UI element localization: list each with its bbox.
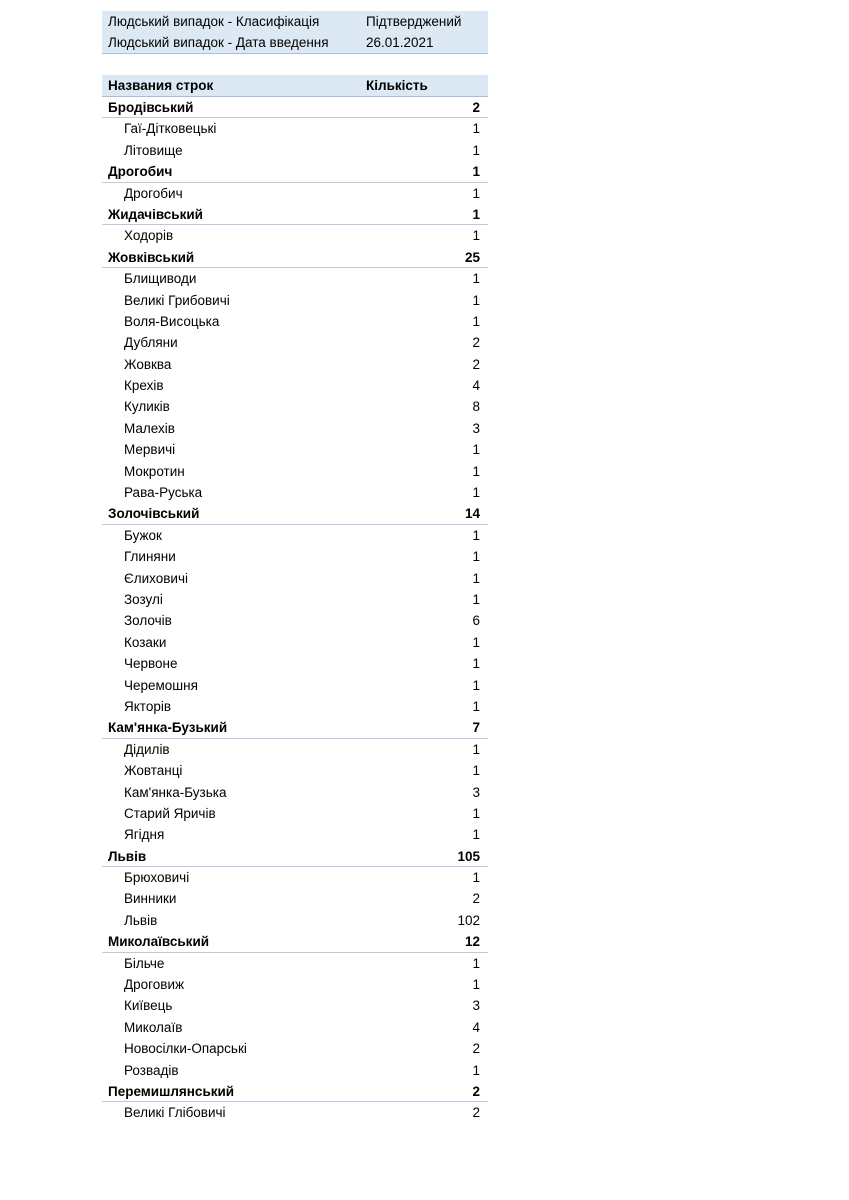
group-name: Жидачівський bbox=[108, 206, 203, 222]
group-total: 2 bbox=[472, 1083, 480, 1099]
item-value: 4 bbox=[472, 1019, 480, 1035]
item-name: Рава-Руська bbox=[124, 485, 203, 501]
item-value: 6 bbox=[472, 613, 480, 629]
item-name: Дроговиж bbox=[124, 977, 185, 993]
item-value: 1 bbox=[472, 741, 480, 757]
item-name: Розвадів bbox=[124, 1062, 179, 1078]
item-name: Брюховичі bbox=[124, 870, 190, 886]
group-total: 25 bbox=[464, 249, 480, 265]
item-value: 1 bbox=[472, 634, 480, 650]
group-total: 7 bbox=[472, 720, 480, 736]
group-row[interactable] bbox=[102, 247, 488, 268]
item-row bbox=[102, 675, 488, 696]
item-row bbox=[102, 974, 488, 995]
group-name: Дрогобич bbox=[108, 164, 173, 180]
filter-value[interactable]: 26.01.2021 bbox=[366, 35, 434, 50]
group-row[interactable] bbox=[102, 1081, 488, 1102]
report-filters bbox=[102, 11, 488, 54]
item-name: Єлиховичі bbox=[124, 570, 188, 586]
item-name: Малехів bbox=[124, 420, 175, 436]
item-row bbox=[102, 332, 488, 353]
item-name: Літовище bbox=[124, 142, 183, 158]
group-name: Кам'янка-Бузький bbox=[108, 720, 228, 736]
item-name: Блищиводи bbox=[124, 271, 197, 287]
item-value: 1 bbox=[472, 549, 480, 565]
item-value: 1 bbox=[472, 805, 480, 821]
item-row bbox=[102, 610, 488, 631]
item-name: Золочів bbox=[124, 613, 172, 629]
item-value: 1 bbox=[472, 870, 480, 886]
item-name: Ягідня bbox=[124, 827, 165, 843]
filter-label: Людський випадок - Дата введення bbox=[108, 35, 329, 50]
item-row bbox=[102, 225, 488, 246]
item-row bbox=[102, 482, 488, 503]
item-value: 8 bbox=[472, 399, 480, 415]
item-row bbox=[102, 888, 488, 909]
item-row bbox=[102, 418, 488, 439]
pivot-body bbox=[102, 97, 488, 1124]
item-row bbox=[102, 525, 488, 546]
group-row[interactable] bbox=[102, 931, 488, 952]
item-name: Львів bbox=[124, 912, 158, 928]
item-name: Дубляни bbox=[124, 335, 178, 351]
group-total: 1 bbox=[472, 164, 480, 180]
item-value: 1 bbox=[472, 228, 480, 244]
item-value: 1 bbox=[472, 185, 480, 201]
item-row bbox=[102, 739, 488, 760]
item-row bbox=[102, 396, 488, 417]
item-name: Гаї-Дітковецькі bbox=[124, 121, 217, 137]
item-row bbox=[102, 546, 488, 567]
item-value: 1 bbox=[472, 463, 480, 479]
row-labels-header[interactable]: Названия строк bbox=[108, 78, 214, 93]
item-name: Зозулі bbox=[124, 591, 163, 607]
item-name: Якторів bbox=[124, 698, 172, 714]
filter-label: Людський випадок - Класифікація bbox=[108, 14, 320, 29]
filter-entry-date bbox=[102, 32, 488, 53]
item-row bbox=[102, 375, 488, 396]
item-row bbox=[102, 268, 488, 289]
item-value: 1 bbox=[472, 527, 480, 543]
filter-value[interactable]: Підтверджений bbox=[366, 14, 462, 29]
item-value: 1 bbox=[472, 955, 480, 971]
item-name: Черемошня bbox=[124, 677, 198, 693]
item-row bbox=[102, 140, 488, 161]
item-value: 2 bbox=[472, 335, 480, 351]
item-row bbox=[102, 183, 488, 204]
item-row bbox=[102, 439, 488, 460]
item-name: Дідилів bbox=[124, 741, 170, 757]
item-name: Винники bbox=[124, 891, 177, 907]
item-row bbox=[102, 782, 488, 803]
item-value: 1 bbox=[472, 442, 480, 458]
item-value: 1 bbox=[472, 698, 480, 714]
item-name: Мервичі bbox=[124, 442, 176, 458]
item-row bbox=[102, 910, 488, 931]
item-value: 1 bbox=[472, 977, 480, 993]
item-value: 1 bbox=[472, 677, 480, 693]
item-value: 1 bbox=[472, 1062, 480, 1078]
item-value: 1 bbox=[472, 591, 480, 607]
item-name: Великі Глібовичі bbox=[124, 1105, 226, 1121]
group-total: 2 bbox=[472, 100, 480, 115]
item-row bbox=[102, 118, 488, 139]
count-header: Кількість bbox=[366, 78, 428, 93]
item-value: 3 bbox=[472, 784, 480, 800]
item-name: Кам'янка-Бузька bbox=[124, 784, 227, 800]
item-value: 1 bbox=[472, 121, 480, 137]
item-row bbox=[102, 867, 488, 888]
item-value: 1 bbox=[472, 142, 480, 158]
group-name: Жовківський bbox=[108, 249, 195, 265]
item-name: Київець bbox=[124, 998, 173, 1014]
group-name: Бродівський bbox=[108, 100, 194, 115]
item-value: 4 bbox=[472, 378, 480, 394]
item-name: Воля-Висоцька bbox=[124, 313, 220, 329]
item-name: Куликів bbox=[124, 399, 170, 415]
item-name: Більче bbox=[124, 955, 165, 971]
item-value: 1 bbox=[472, 827, 480, 843]
group-total: 12 bbox=[464, 934, 480, 950]
item-row bbox=[102, 953, 488, 974]
item-name: Бужок bbox=[124, 527, 162, 543]
group-name: Миколаївський bbox=[108, 934, 210, 950]
item-name: Миколаїв bbox=[124, 1019, 183, 1035]
item-name: Червоне bbox=[124, 656, 178, 672]
item-row bbox=[102, 824, 488, 845]
filter-classification bbox=[102, 11, 488, 32]
group-row[interactable] bbox=[102, 503, 488, 524]
item-row bbox=[102, 354, 488, 375]
item-row bbox=[102, 461, 488, 482]
item-value: 2 bbox=[472, 356, 480, 372]
item-value: 1 bbox=[472, 656, 480, 672]
item-row bbox=[102, 1038, 488, 1059]
group-name: Львів bbox=[108, 848, 147, 864]
item-value: 2 bbox=[472, 1041, 480, 1057]
item-name: Мокротин bbox=[124, 463, 185, 479]
item-value: 102 bbox=[457, 912, 480, 928]
item-value: 1 bbox=[472, 763, 480, 779]
item-row bbox=[102, 311, 488, 332]
pivot-header bbox=[102, 75, 488, 97]
item-value: 1 bbox=[472, 292, 480, 308]
group-total: 14 bbox=[464, 506, 480, 522]
item-name: Великі Грибовичі bbox=[124, 292, 230, 308]
item-row bbox=[102, 589, 488, 610]
item-name: Жовква bbox=[124, 356, 172, 372]
pivot-table bbox=[102, 75, 488, 1124]
item-value: 2 bbox=[472, 891, 480, 907]
group-total: 1 bbox=[472, 206, 480, 222]
item-name: Новосілки-Опарські bbox=[124, 1041, 247, 1057]
item-name: Глиняни bbox=[124, 549, 176, 565]
item-value: 3 bbox=[472, 420, 480, 436]
item-name: Старий Яричів bbox=[124, 805, 216, 821]
group-row[interactable] bbox=[102, 204, 488, 225]
item-row bbox=[102, 696, 488, 717]
item-row bbox=[102, 653, 488, 674]
item-row bbox=[102, 995, 488, 1016]
item-value: 3 bbox=[472, 998, 480, 1014]
item-value: 1 bbox=[472, 271, 480, 287]
item-name: Ходорів bbox=[124, 228, 174, 244]
group-row[interactable] bbox=[102, 717, 488, 738]
item-name: Крехів bbox=[124, 378, 164, 394]
group-name: Золочівський bbox=[108, 506, 200, 522]
item-value: 1 bbox=[472, 313, 480, 329]
group-total: 105 bbox=[457, 848, 480, 864]
item-row bbox=[102, 760, 488, 781]
item-row bbox=[102, 290, 488, 311]
item-value: 1 bbox=[472, 485, 480, 501]
item-row bbox=[102, 1102, 488, 1123]
group-row[interactable] bbox=[102, 846, 488, 867]
item-row bbox=[102, 1060, 488, 1081]
group-name: Перемишлянський bbox=[108, 1083, 235, 1099]
item-value: 1 bbox=[472, 570, 480, 586]
item-name: Жовтанці bbox=[124, 763, 183, 779]
group-row[interactable] bbox=[102, 97, 488, 118]
item-name: Дрогобич bbox=[124, 185, 183, 201]
item-row bbox=[102, 1017, 488, 1038]
item-row bbox=[102, 632, 488, 653]
item-name: Козаки bbox=[124, 634, 167, 650]
item-value: 2 bbox=[472, 1105, 480, 1121]
group-row[interactable] bbox=[102, 161, 488, 182]
item-row bbox=[102, 803, 488, 824]
item-row bbox=[102, 568, 488, 589]
